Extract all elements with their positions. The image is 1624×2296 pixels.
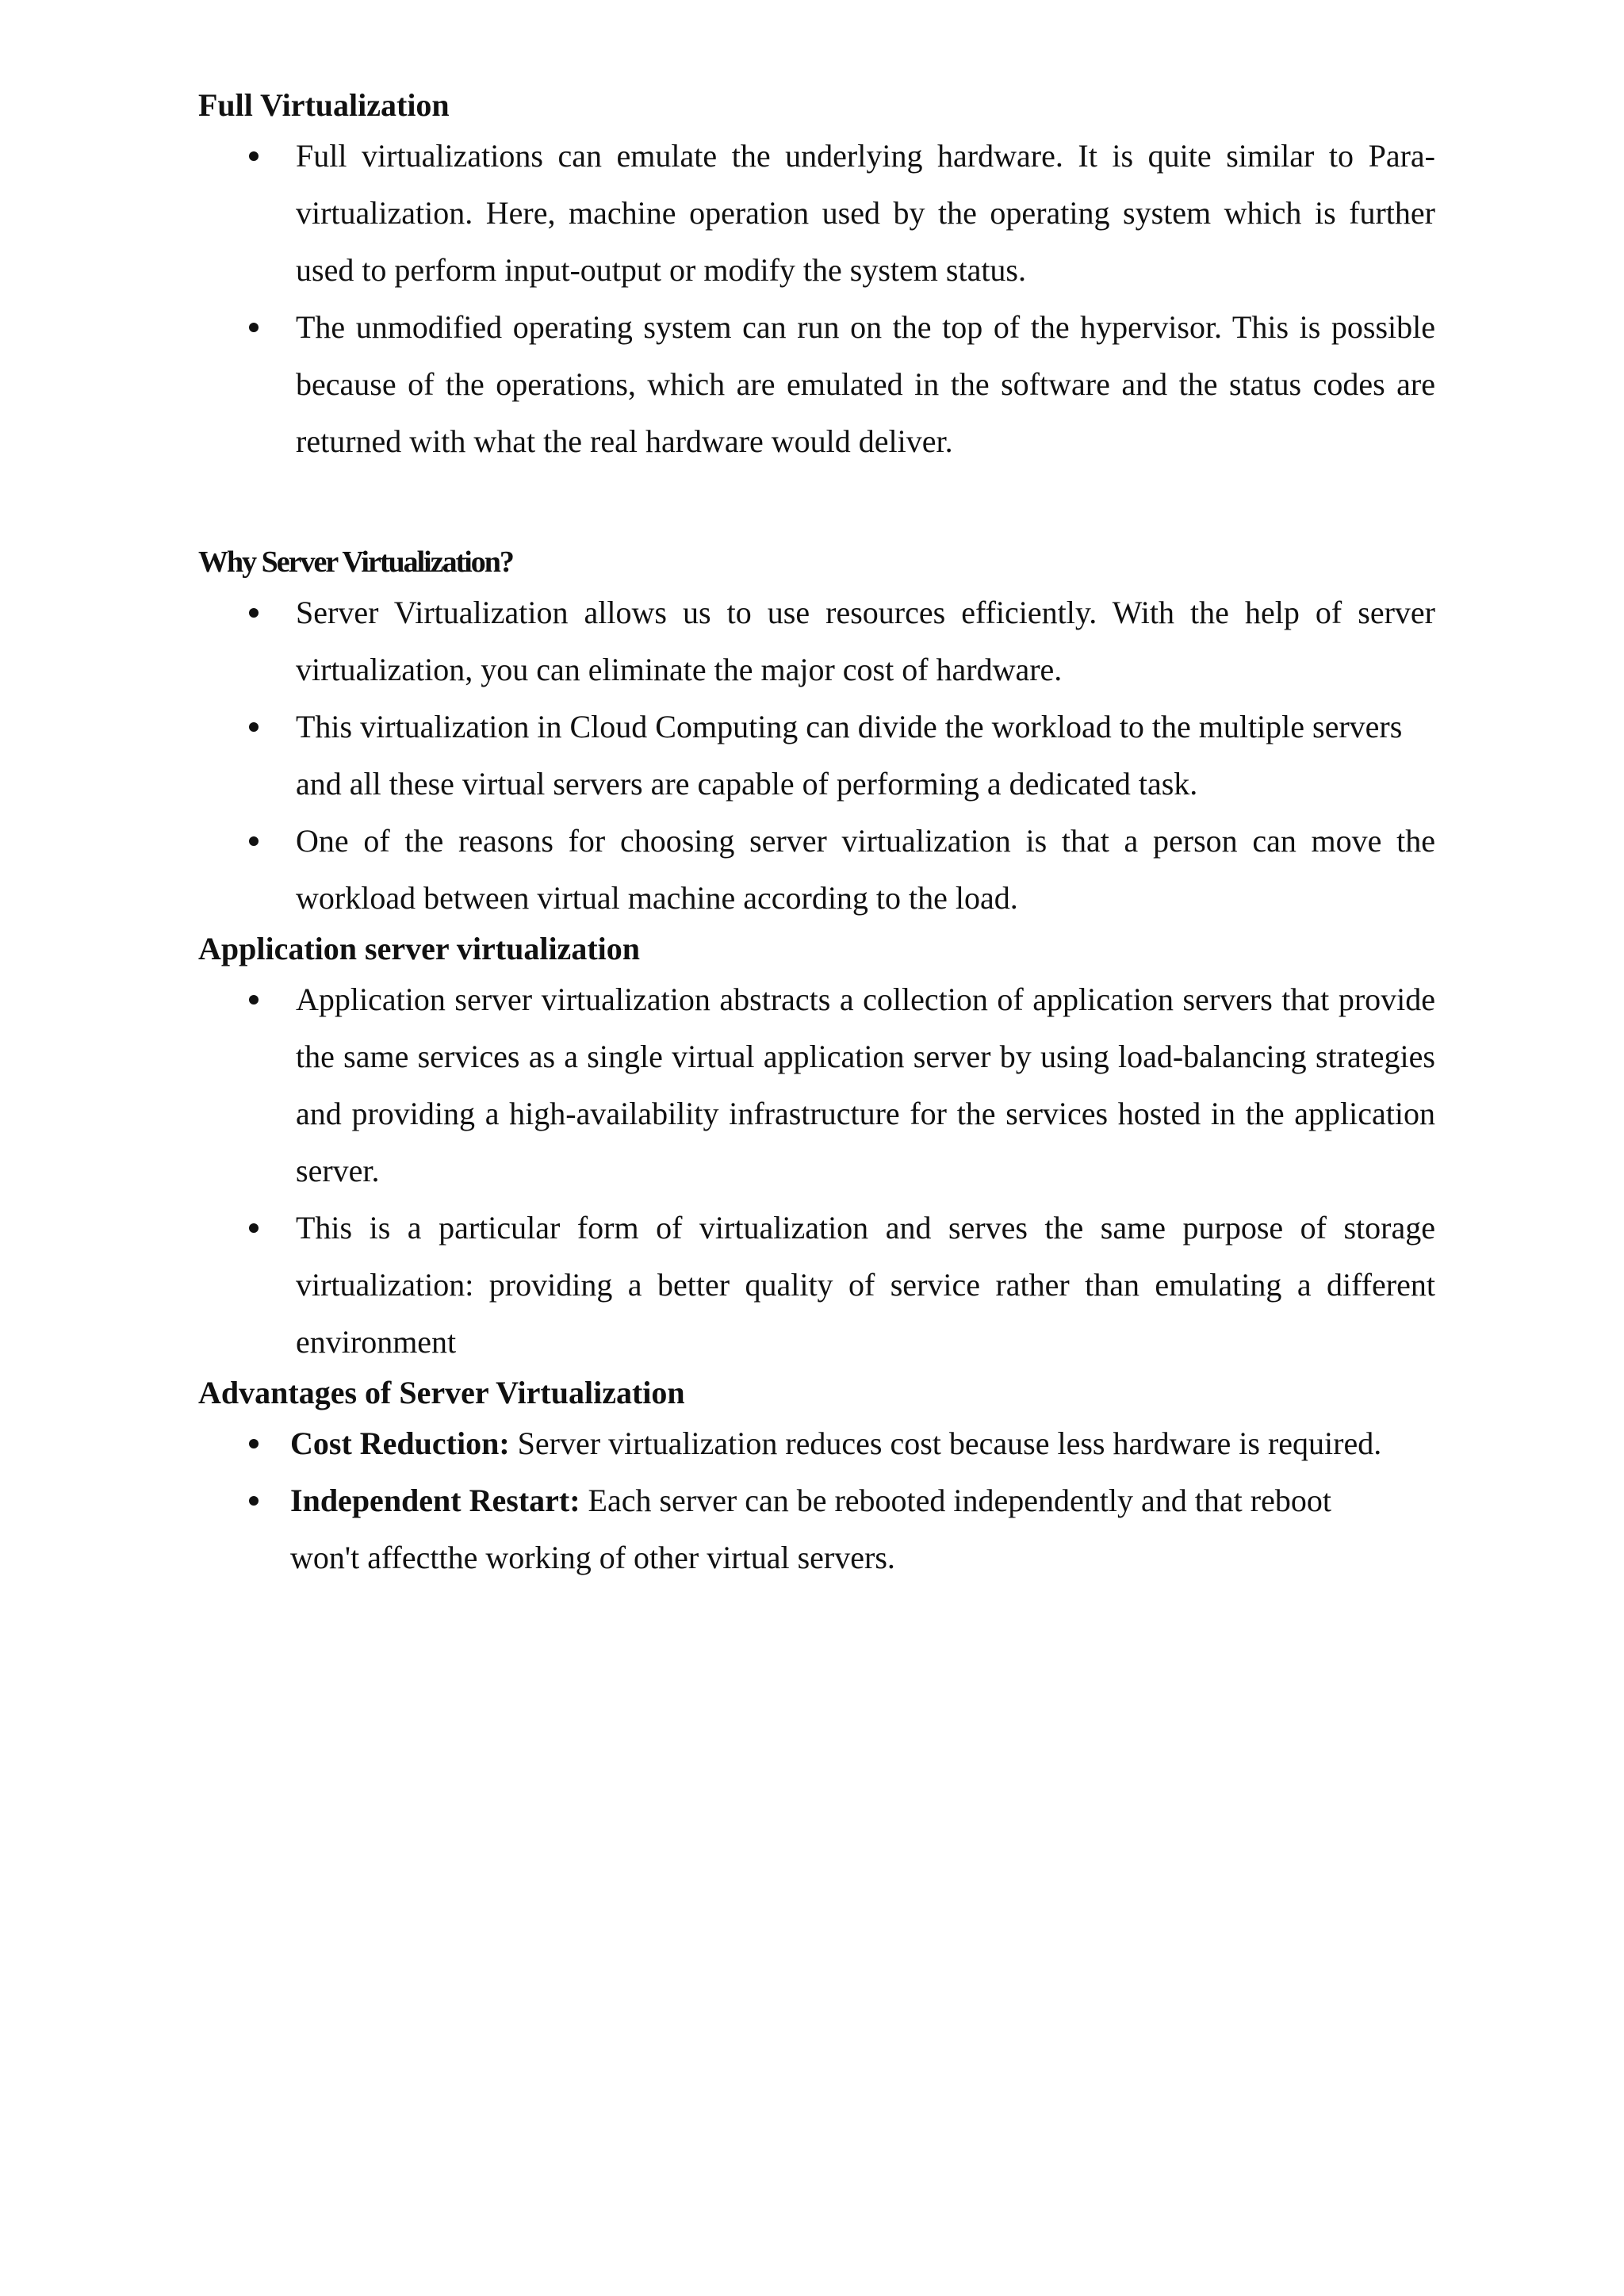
bullet-list [198,128,1435,470]
list-item-text: Server virtualization reduces cost because less hardware is required. [509,1425,1382,1461]
list-item-text: The unmodified operating system can run on the top of the hypervisor. This is possible because of the operations, which are emulated in the software and the status codes are returned with what the real hardware would deliver. [296,309,1435,459]
section-spacer [198,470,1435,540]
list-item-text: Server Virtualization allows us to use resources efficiently. With the help of server virtualization, you can eliminate the major cost of hardware. [296,595,1435,687]
list-item [198,1472,1435,1586]
section-heading-advantages: Advantages of Server Virtualization [198,1375,685,1410]
bullet-icon [249,1223,259,1233]
list-item-text: Full virtualizations can emulate the underlying hardware. It is quite similar to Para-virtualization. Here, machine operation used by the operating system which is further used to perform input-output or modify the system status. [296,138,1435,288]
bullet-icon [249,1439,259,1448]
list-item-text: Each server can be rebooted independently and that reboot won't affectthe working of other virtual servers. [290,1483,1331,1575]
section-heading-full-virtualization: Full Virtualization [198,87,450,123]
list-item-text: One of the reasons for choosing server virtualization is that a person can move the workload between virtual machine according to the load. [296,823,1435,916]
list-item [198,128,1435,299]
document-page [198,83,1435,1586]
list-item-text: This virtualization in Cloud Computing can divide the workload to the multiple servers and all these virtual servers are capable of performing a dedicated task. [296,709,1403,802]
list-item-term: Cost Reduction: [290,1425,510,1461]
list-item-term: Independent Restart: [290,1483,580,1518]
list-item [198,584,1435,698]
bullet-list [198,971,1435,1371]
bullet-icon [249,608,259,618]
section-heading-application-server-virtualization: Application server virtualization [198,931,640,966]
bullet-icon [249,323,259,332]
list-item [198,698,1435,813]
bullet-list [198,1415,1435,1586]
list-item [198,813,1435,927]
list-item-text: This is a particular form of virtualization and serves the same purpose of storage virtualization: providing a better quality of service rather than emulating a different environment [296,1210,1435,1360]
list-item [198,1415,1435,1472]
list-item [198,299,1435,470]
bullet-icon [249,836,259,846]
bullet-icon [249,722,259,732]
bullet-icon [249,995,259,1004]
list-item [198,1200,1435,1371]
list-item-text: Application server virtualization abstracts a collection of application servers that provide the same services as a single virtual application server by using load-balancing strategies and providing a high-availability infrastructure for the services hosted in the application server. [296,982,1435,1188]
section-heading-why-server-virtualization: Why Server Virtualization? [198,545,513,579]
list-item [198,971,1435,1200]
bullet-list [198,584,1435,927]
bullet-icon [249,1496,259,1506]
bullet-icon [249,151,259,161]
